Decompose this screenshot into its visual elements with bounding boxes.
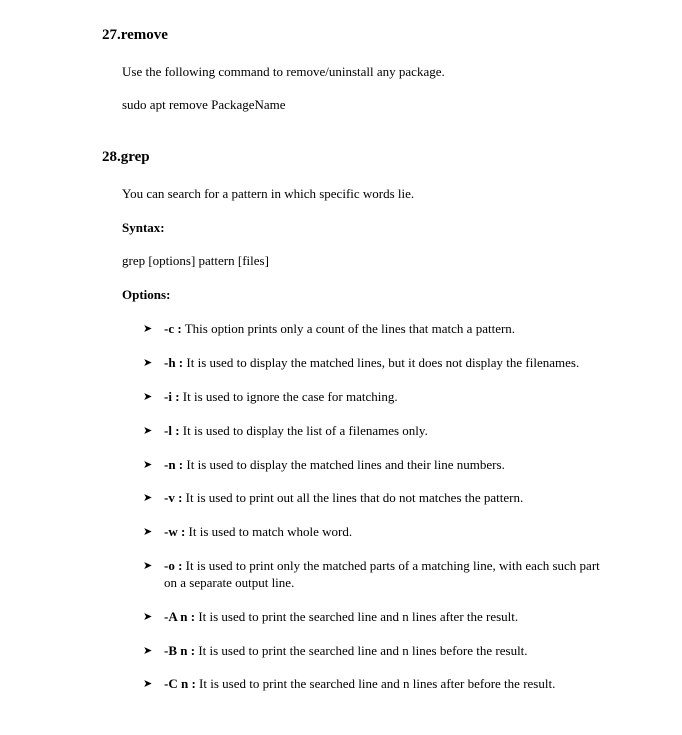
option-flag: -i : (164, 389, 180, 404)
option-flag: -B n : (164, 643, 196, 658)
arrow-bullet-icon: ➤ (143, 525, 153, 538)
option-text: It is used to display the list of a filenames only. (179, 423, 428, 438)
section-heading-remove: 27.remove (102, 27, 168, 43)
option-text: It is used to print the searched line and n lines after before the result. (195, 676, 556, 691)
option-text: It is used to display the matched lines and their line numbers. (183, 457, 505, 472)
option-flag: -v : (164, 490, 183, 505)
arrow-bullet-icon: ➤ (143, 644, 153, 657)
arrow-bullet-icon: ➤ (143, 458, 153, 471)
option-text: It is used to print out all the lines that do not matches the pattern. (182, 490, 524, 505)
option-text: It is used to print the searched line and n lines before the result. (195, 643, 528, 658)
arrow-bullet-icon: ➤ (143, 322, 153, 335)
option-flag: -h : (164, 355, 184, 370)
option-text: It is used to print only the matched parts of a matching line, with each such part on a separate output line. (164, 558, 600, 590)
option-text: It is used to ignore the case for matching. (179, 389, 398, 404)
option-flag: -o : (164, 558, 183, 573)
option-text: It is used to display the matched lines, but it does not display the filenames. (183, 355, 580, 370)
section-heading-grep: 28.grep (102, 149, 150, 165)
option-text: It is used to match whole word. (185, 524, 353, 539)
arrow-bullet-icon: ➤ (143, 491, 153, 504)
option-flag: -C n : (164, 676, 196, 691)
option-flag: -l : (164, 423, 180, 438)
arrow-bullet-icon: ➤ (143, 610, 153, 623)
grep-syntax: grep [options] pattern [files] (122, 253, 269, 268)
arrow-bullet-icon: ➤ (143, 677, 153, 690)
syntax-label: Syntax: (122, 220, 165, 235)
arrow-bullet-icon: ➤ (143, 390, 153, 403)
grep-description: You can search for a pattern in which specific words lie. (122, 186, 415, 201)
remove-command: sudo apt remove PackageName (122, 97, 286, 112)
remove-description: Use the following command to remove/uninstall any package. (122, 64, 445, 79)
options-label: Options: (122, 287, 171, 302)
option-flag: -n : (164, 457, 184, 472)
arrow-bullet-icon: ➤ (143, 559, 153, 572)
option-flag: -w : (164, 524, 186, 539)
arrow-bullet-icon: ➤ (143, 424, 153, 437)
arrow-bullet-icon: ➤ (143, 356, 153, 369)
option-text: It is used to print the searched line and n lines after the result. (195, 609, 519, 624)
option-flag: -c : (164, 321, 182, 336)
option-text: This option prints only a count of the lines that match a pattern. (181, 321, 516, 336)
option-flag: -A n : (164, 609, 196, 624)
